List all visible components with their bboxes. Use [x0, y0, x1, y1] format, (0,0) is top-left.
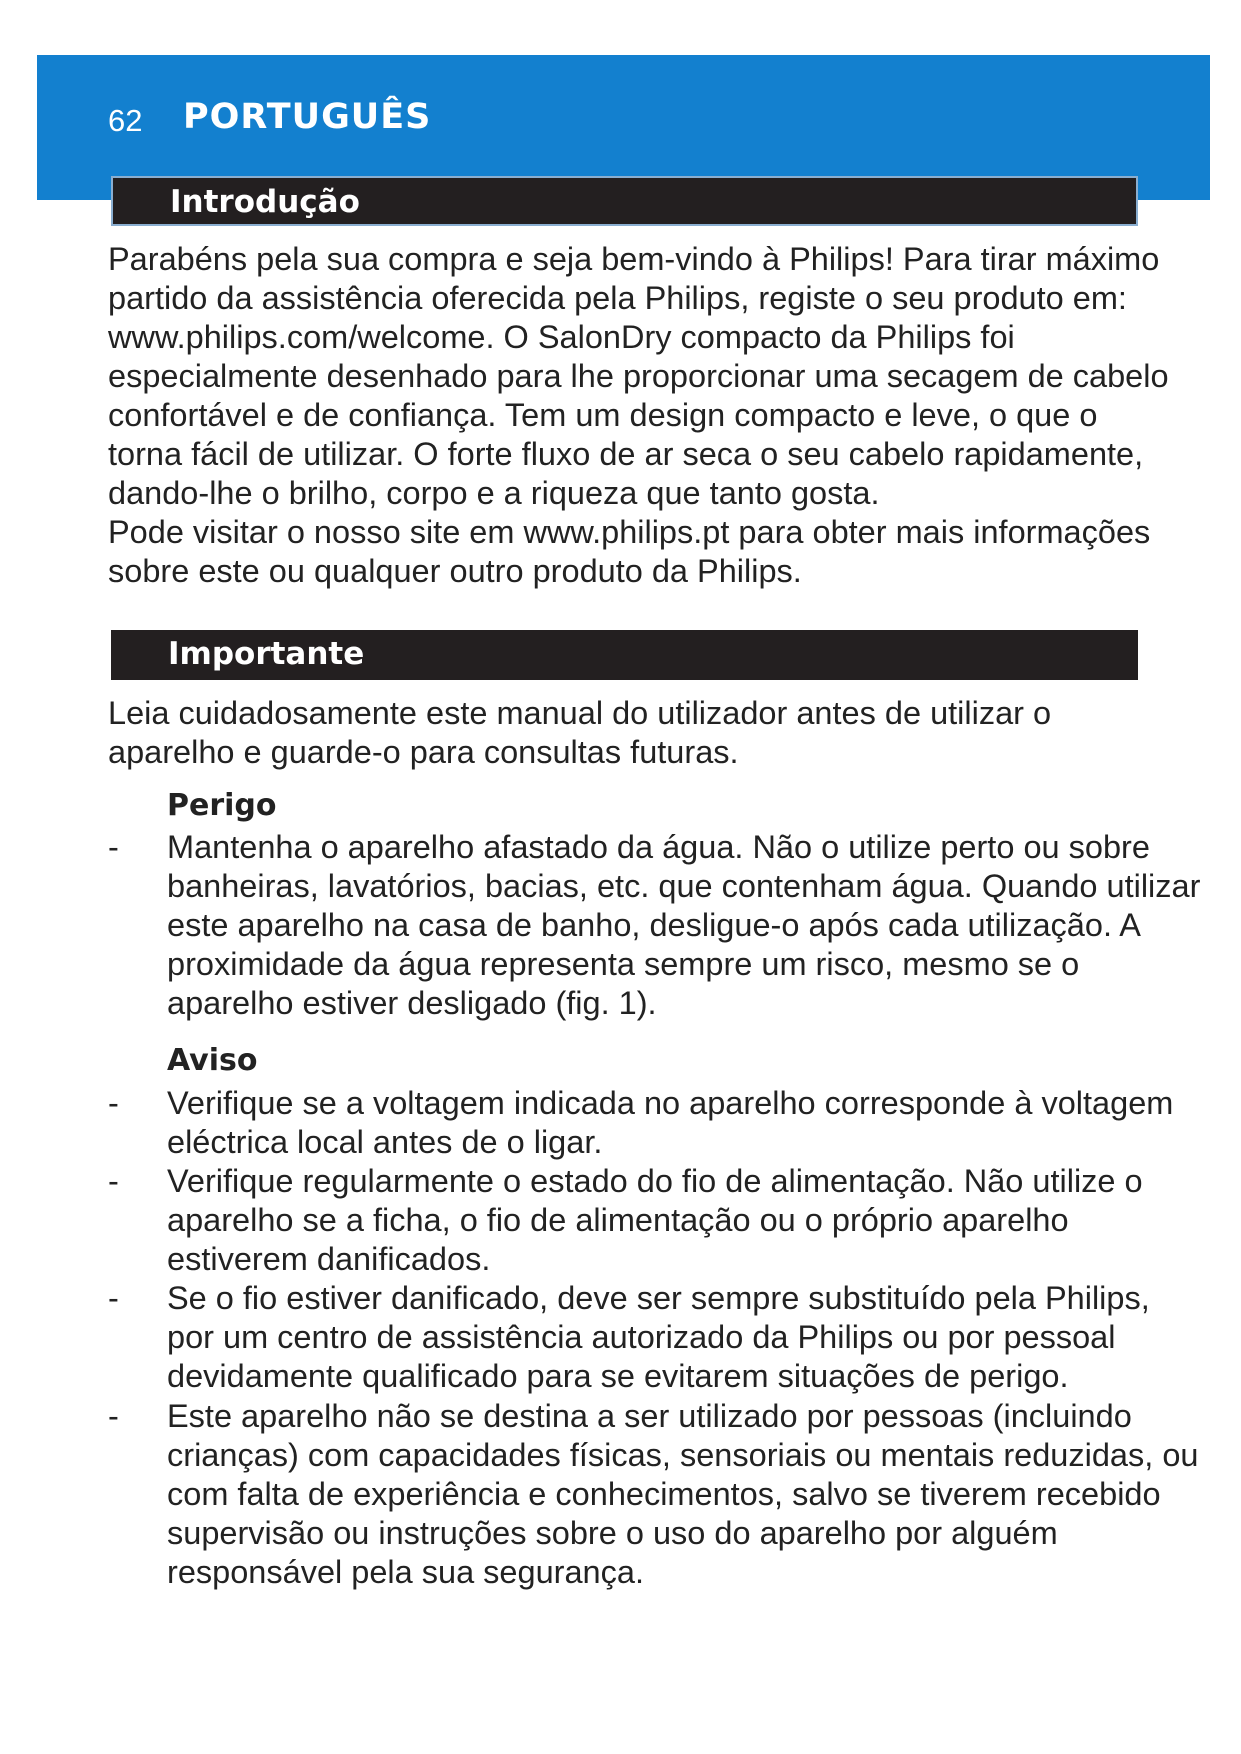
warning-line: supervisão ou instruções sobre o uso do aparelho por alguém	[167, 1515, 1058, 1551]
warning-item-text	[167, 1162, 1157, 1279]
warning-line: Verifique se a voltagem indicada no aparelho corresponde à voltagem	[167, 1085, 1174, 1121]
intro-line: confortável e de confiança. Tem um design compacto e leve, o que o	[108, 397, 1098, 433]
important-line: Leia cuidadosamente este manual do utilizador antes de utilizar o	[108, 695, 1052, 731]
section-title-introducao: Introdução	[170, 184, 360, 220]
section-bar-introducao	[111, 176, 1138, 226]
intro-line: sobre este ou qualquer outro produto da Philips.	[108, 553, 802, 589]
danger-line: banheiras, lavatórios, bacias, etc. que contenham água. Quando utilizar	[167, 868, 1201, 904]
danger-line: proximidade da água representa sempre um risco, mesmo se o	[167, 946, 1080, 982]
bullet-dash: -	[108, 1085, 119, 1121]
warning-line: devidamente qualificado para se evitarem situações de perigo.	[167, 1358, 1069, 1394]
warning-item-text	[167, 1084, 1174, 1162]
warning-line: aparelho se a ficha, o fio de alimentação ou o próprio aparelho	[167, 1202, 1069, 1238]
section-bar-importante	[111, 630, 1138, 680]
bullet-dash: -	[108, 1398, 119, 1434]
important-paragraph	[108, 694, 1148, 772]
warning-line: crianças) com capacidades físicas, sensoriais ou mentais reduzidas, ou	[167, 1437, 1199, 1473]
bullet-dash: -	[108, 829, 119, 865]
bullet-dash: -	[108, 1163, 119, 1199]
warning-line: Se o fio estiver danificado, deve ser sempre substituído pela Philips,	[167, 1280, 1150, 1316]
danger-line: este aparelho na casa de banho, desligue-o após cada utilização. A	[167, 907, 1141, 943]
subheading-aviso: Aviso	[167, 1043, 258, 1078]
intro-line: especialmente desenhado para lhe proporcionar uma secagem de cabelo	[108, 358, 1169, 394]
bullet-dash: -	[108, 1280, 119, 1316]
warning-item-text	[167, 1279, 1157, 1396]
warning-line: Este aparelho não se destina a ser utilizado por pessoas (incluindo	[167, 1398, 1132, 1434]
danger-item-text	[167, 828, 1201, 1023]
warning-line: responsável pela sua segurança.	[167, 1554, 644, 1590]
subheading-perigo: Perigo	[167, 788, 277, 823]
language-title: PORTUGUÊS	[183, 97, 432, 137]
warning-line: por um centro de assistência autorizado da Philips ou por pessoal	[167, 1319, 1116, 1355]
section-title-importante: Importante	[168, 636, 365, 672]
warning-line: com falta de experiência e conhecimentos, salvo se tiverem recebido	[167, 1476, 1161, 1512]
intro-paragraph	[108, 240, 1169, 591]
important-line: aparelho e guarde-o para consultas futuras.	[108, 734, 739, 770]
page-number: 62	[108, 103, 143, 138]
intro-line: dando-lhe o brilho, corpo e a riqueza que tanto gosta.	[108, 475, 880, 511]
warning-item-text	[167, 1397, 1199, 1592]
warning-line: estiverem danificados.	[167, 1241, 491, 1277]
intro-line: Parabéns pela sua compra e seja bem-vindo à Philips! Para tirar máximo	[108, 241, 1160, 277]
warning-line: eléctrica local antes de o ligar.	[167, 1124, 603, 1160]
intro-line: Pode visitar o nosso site em www.philips.pt para obter mais informações	[108, 514, 1151, 550]
danger-line: Mantenha o aparelho afastado da água. Não o utilize perto ou sobre	[167, 829, 1150, 865]
warning-line: Verifique regularmente o estado do fio de alimentação. Não utilize o	[167, 1163, 1143, 1199]
intro-line: www.philips.com/welcome. O SalonDry compacto da Philips foi	[108, 319, 1015, 355]
danger-line: aparelho estiver desligado (fig. 1).	[167, 985, 657, 1021]
intro-line: torna fácil de utilizar. O forte fluxo de ar seca o seu cabelo rapidamente,	[108, 436, 1144, 472]
intro-line: partido da assistência oferecida pela Philips, registe o seu produto em:	[108, 280, 1127, 316]
